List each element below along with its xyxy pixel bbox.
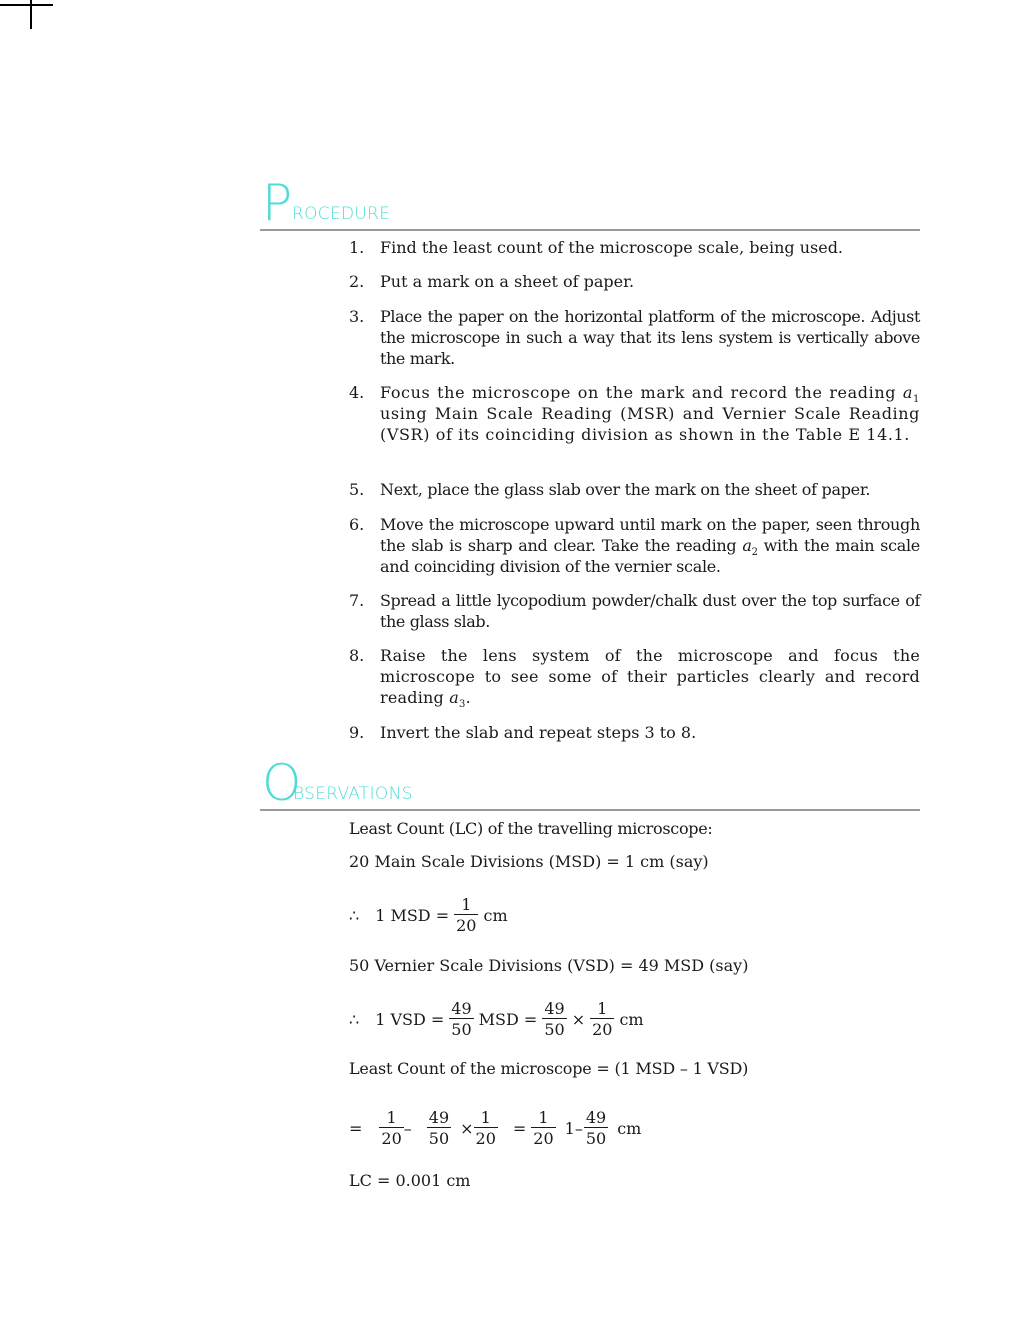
numerator: 1 xyxy=(597,999,608,1018)
step-text-part: with the main scale and coinciding division of the vernier scale. xyxy=(380,536,920,576)
numerator: 49 xyxy=(451,999,472,1018)
numerator: 49 xyxy=(428,1108,450,1127)
procedure-step xyxy=(349,514,920,577)
procedure-step xyxy=(349,722,920,743)
denominator: 20 xyxy=(533,1129,554,1148)
denominator: 50 xyxy=(585,1129,607,1148)
equation-mid: MSD = xyxy=(478,1009,538,1029)
minus-symbol: – xyxy=(403,1118,412,1138)
numerator: 49 xyxy=(585,1108,607,1127)
numerator: 49 xyxy=(544,999,565,1018)
procedure-step xyxy=(349,237,920,258)
unit: cm xyxy=(619,1009,644,1029)
step-number: 8. xyxy=(349,646,365,665)
fraction xyxy=(379,1108,403,1148)
fraction xyxy=(542,999,566,1039)
variable-subscript: 1 xyxy=(913,394,920,405)
numerator: 1 xyxy=(386,1108,397,1127)
step-number: 6. xyxy=(349,515,365,534)
denominator: 50 xyxy=(451,1020,472,1039)
fraction xyxy=(449,999,473,1039)
one-minus: 1– xyxy=(564,1118,583,1138)
variable-a: a xyxy=(742,536,752,555)
equation-3-least-count xyxy=(349,1108,641,1148)
step-text xyxy=(380,382,920,445)
fraction xyxy=(590,999,614,1039)
denominator: 20 xyxy=(475,1129,496,1148)
step-text: Find the least count of the microscope scale, being used. xyxy=(380,238,844,257)
step-text-part: . xyxy=(465,688,471,707)
numerator: 1 xyxy=(480,1108,491,1127)
step-number: 3. xyxy=(349,307,365,326)
step-number: 7. xyxy=(349,591,365,610)
times-symbol: × xyxy=(571,1009,586,1029)
variable-subscript: 2 xyxy=(751,547,758,558)
unit: cm xyxy=(483,905,508,925)
fraction xyxy=(474,1108,498,1148)
procedure-step xyxy=(349,306,920,369)
fraction xyxy=(454,895,478,935)
observations-heading xyxy=(260,754,920,812)
step-number: 9. xyxy=(349,723,365,742)
denominator: 20 xyxy=(456,916,477,935)
fraction xyxy=(427,1108,451,1148)
step-number: 5. xyxy=(349,480,365,499)
denominator: 50 xyxy=(428,1129,450,1148)
equation-lhs: 1 MSD = xyxy=(375,905,450,925)
vsd-statement: 50 Vernier Scale Divisions (VSD) = 49 MSD (say) xyxy=(349,956,749,975)
procedure-step xyxy=(349,590,920,632)
step-number: 2. xyxy=(349,272,365,291)
procedure-heading xyxy=(260,174,920,232)
variable-a: a xyxy=(902,383,914,402)
step-text-part: using Main Scale Reading (MSR) and Vernier Scale Reading (VSR) of its coinciding division as shown in the Table E 14.1. xyxy=(380,404,920,444)
unit: cm xyxy=(617,1118,642,1138)
step-text: Spread a little lycopodium powder/chalk dust over the top surface of the glass slab. xyxy=(380,591,920,631)
step-number: 4. xyxy=(349,383,365,402)
equation-1-msd xyxy=(349,895,508,935)
equation-2-vsd xyxy=(349,999,644,1039)
observations-heading-initial: O xyxy=(262,754,302,812)
step-text-part: Raise the lens system of the microscope and focus the microscope to see some of their particles clearly and record reading xyxy=(380,646,920,707)
msd-statement: 20 Main Scale Divisions (MSD) = 1 cm (say) xyxy=(349,852,709,871)
procedure-step xyxy=(349,382,920,445)
procedure-step xyxy=(349,271,920,292)
equals-symbol: = xyxy=(512,1118,527,1138)
times-symbol: × xyxy=(460,1118,474,1138)
denominator: 50 xyxy=(544,1020,565,1039)
procedure-heading-rest: ROCEDURE xyxy=(292,204,391,224)
step-text-part: Focus the microscope on the mark and record the reading xyxy=(380,383,897,402)
observations-heading-rest: BSERVATIONS xyxy=(293,784,413,804)
fraction xyxy=(584,1108,608,1148)
step-text xyxy=(380,645,920,708)
crop-mark-horizontal xyxy=(0,4,53,6)
therefore-symbol: ∴ xyxy=(349,1009,360,1029)
step-text: Place the paper on the horizontal platform of the microscope. Adjust the microscope in such a way that its lens system is vertically above the mark. xyxy=(380,307,920,368)
equals-symbol: = xyxy=(349,1118,363,1138)
numerator: 1 xyxy=(538,1108,549,1127)
procedure-step xyxy=(349,645,920,708)
variable-a: a xyxy=(449,688,460,707)
step-text: Invert the slab and repeat steps 3 to 8. xyxy=(380,723,697,742)
crop-mark-vertical xyxy=(30,0,32,29)
numerator: 1 xyxy=(461,895,472,914)
variable-subscript: 3 xyxy=(459,699,466,710)
equation-lhs: 1 VSD = xyxy=(375,1009,445,1029)
step-text xyxy=(380,514,920,577)
least-count-title: Least Count (LC) of the travelling microscope: xyxy=(349,819,713,838)
least-count-formula: Least Count of the microscope = (1 MSD – 1 VSD) xyxy=(349,1059,749,1078)
denominator: 20 xyxy=(381,1129,402,1148)
therefore-symbol: ∴ xyxy=(349,905,360,925)
step-text-part: Move the microscope upward until mark on the paper, seen through the slab is sharp and clear. Take the reading xyxy=(380,515,920,555)
procedure-heading-initial: P xyxy=(262,174,293,232)
step-text: Next, place the glass slab over the mark on the sheet of paper. xyxy=(380,480,871,499)
fraction xyxy=(531,1108,555,1148)
denominator: 20 xyxy=(592,1020,613,1039)
step-text: Put a mark on a sheet of paper. xyxy=(380,272,635,291)
step-number: 1. xyxy=(349,238,365,257)
least-count-result: LC = 0.001 cm xyxy=(349,1171,471,1190)
procedure-step xyxy=(349,479,920,500)
